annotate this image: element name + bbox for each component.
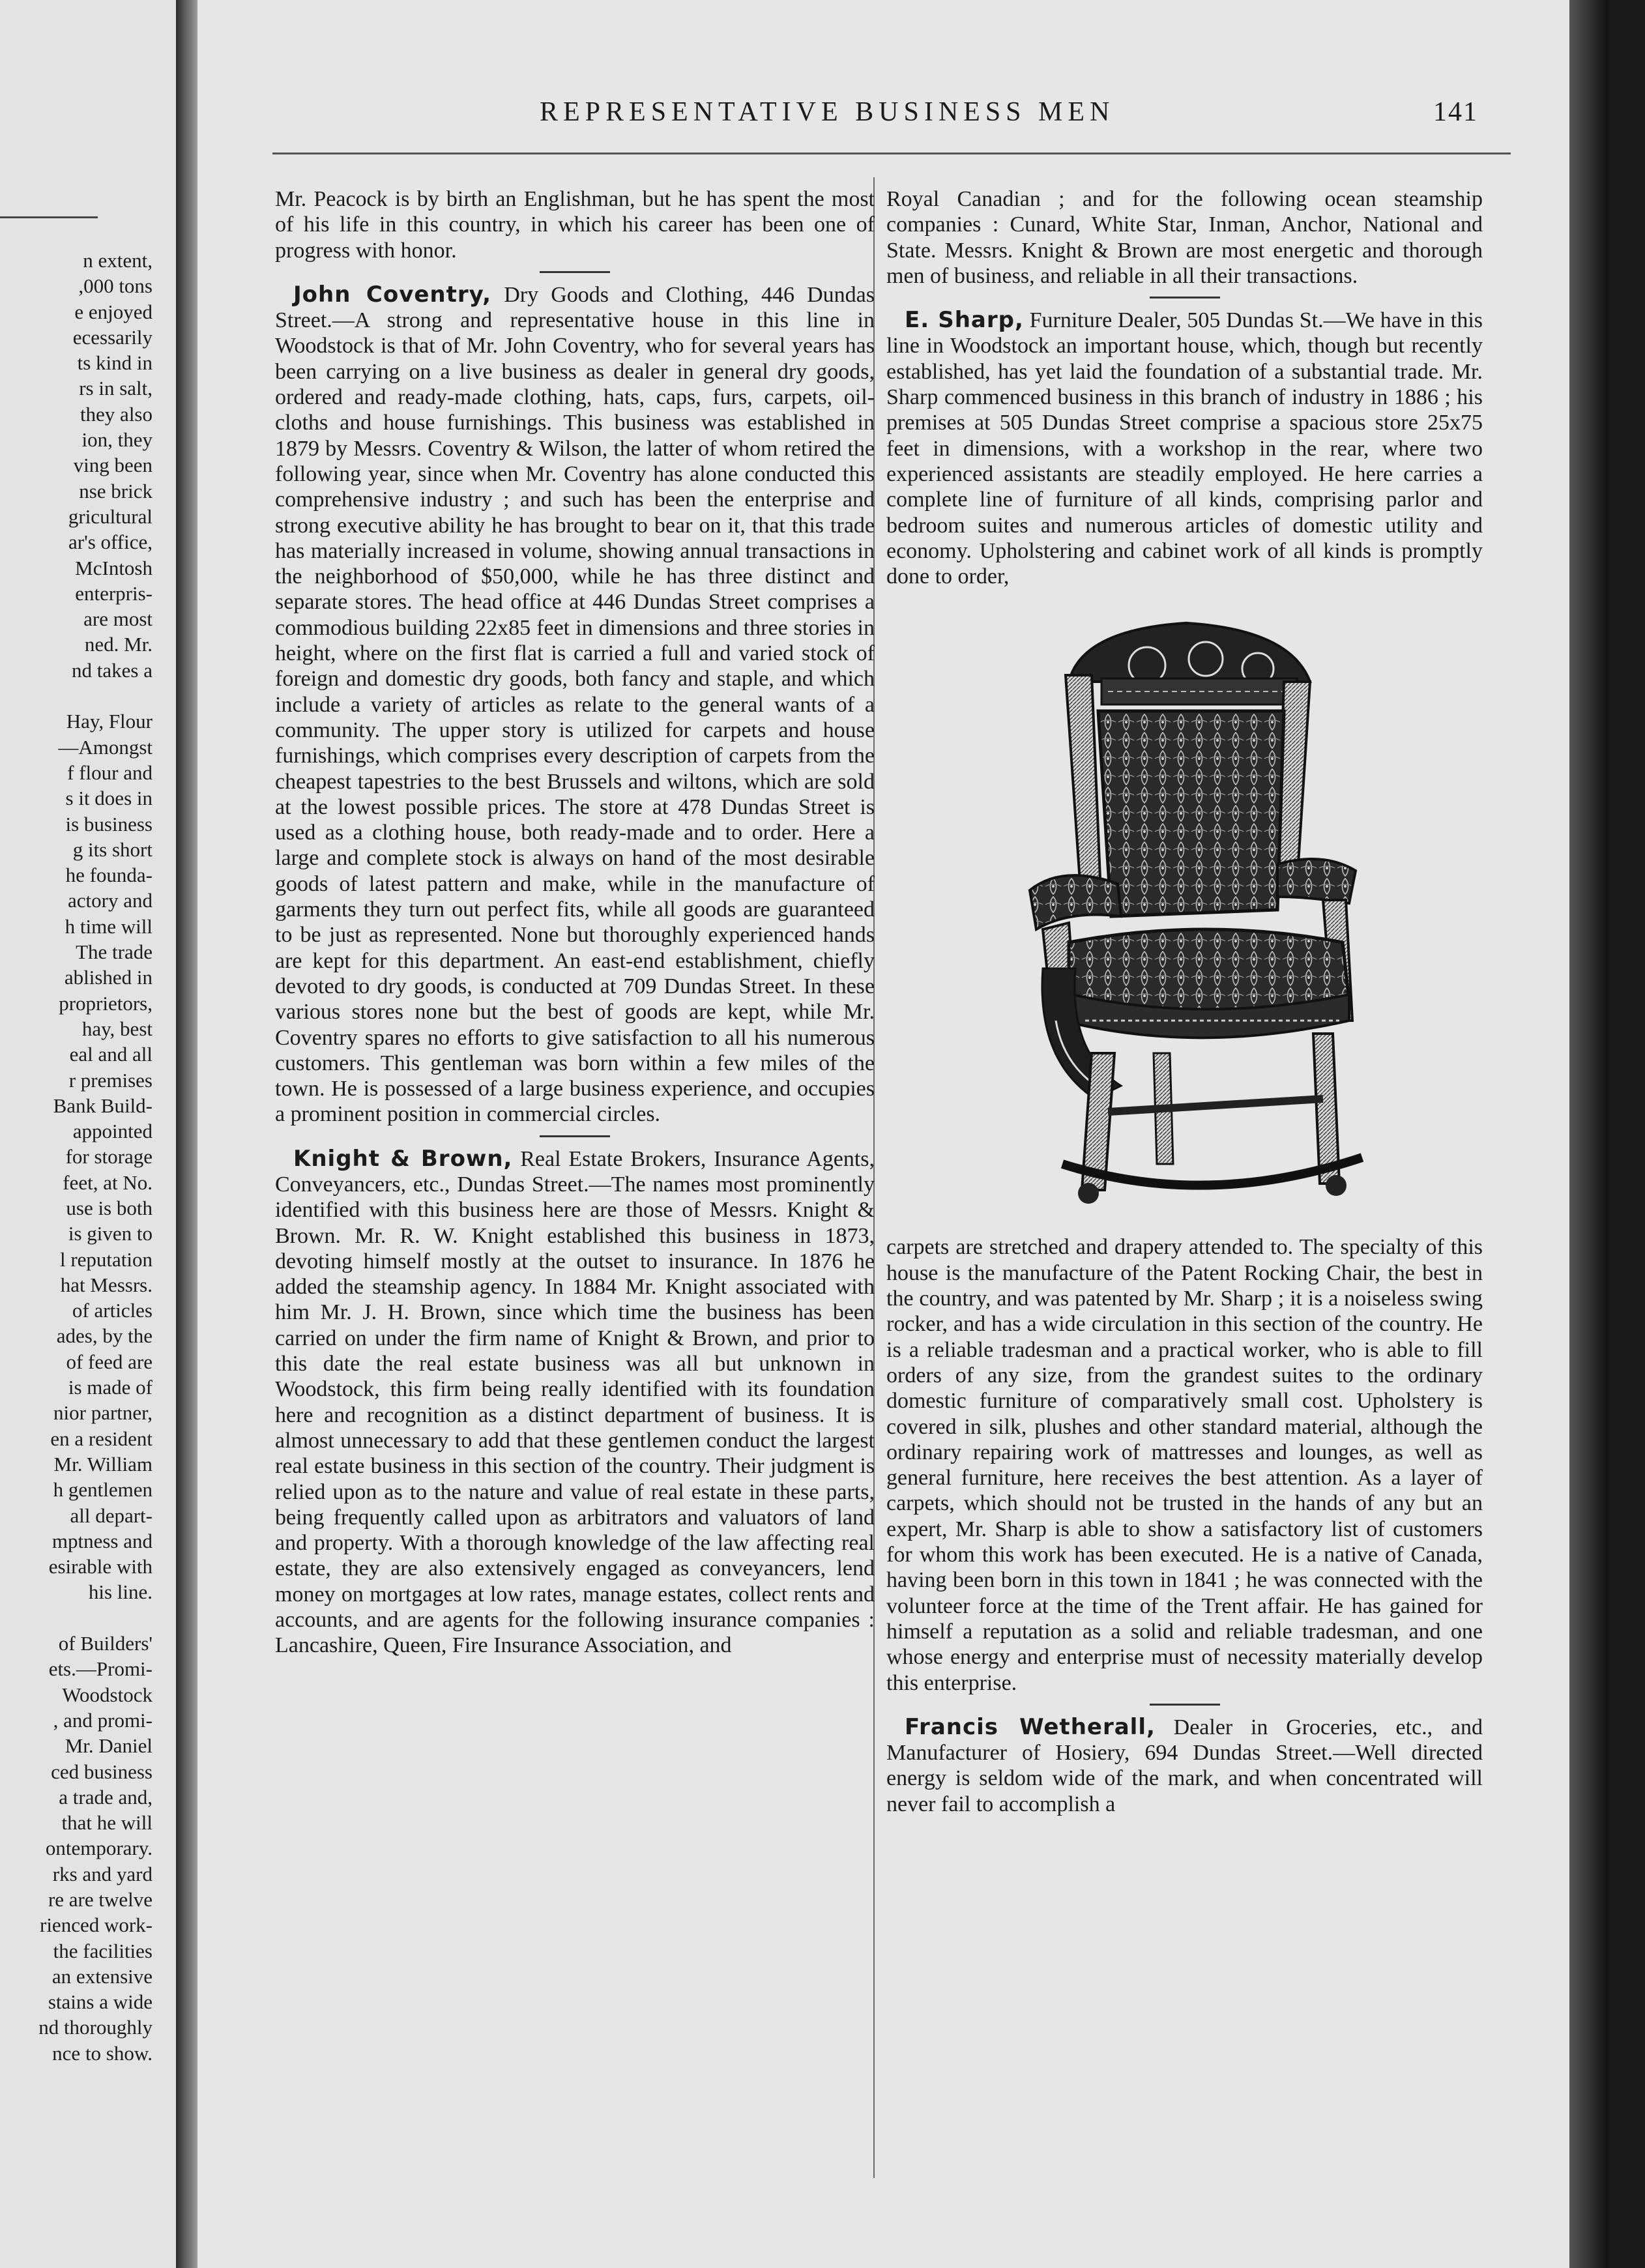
facing-page-line: they also xyxy=(80,402,153,426)
facing-page-line: s it does in xyxy=(65,787,153,810)
running-title: REPRESENTATIVE BUSINESS MEN xyxy=(540,97,1115,127)
header-rule xyxy=(272,153,1511,154)
facing-page-line: ving been xyxy=(73,454,153,477)
facing-page-line: en a resident xyxy=(50,1427,153,1450)
facing-page-line: re are twelve xyxy=(48,1888,153,1911)
facing-page-line: gricultural xyxy=(68,504,153,528)
facing-page-line: McIntosh xyxy=(75,556,153,579)
facing-page-line: —Amongst xyxy=(58,735,153,759)
facing-page-line: hay, best xyxy=(81,1017,153,1040)
facing-page-text xyxy=(0,248,153,2066)
facing-page-line: the facilities xyxy=(53,1939,153,1962)
facing-page-line: ion, they xyxy=(81,428,153,452)
knight-brown-body: Real Estate Brokers, Insurance Agents, Conveyancers, etc., Dundas Street.—The names most prominently identified with this business here are those of Messrs. Knight & Brown. Mr. R. W. Knight established this business in 1873, devoting himself mostly at the outset to insurance. In 1876 he added the steamship agency. In 1884 Mr. Knight associated with him Mr. J. H. Brown, since which time the business has been carried on under the firm name of Knight & Brown, and prior to this date the real estate business was all but unknown in Woodstock, this firm being really identified with its foundation here and recognition as a distinct department of business. It is almost unnecessary to add that these gentlemen conduct the largest real estate business in this section of the country. Their judgment is relied upon as to the nature and value of real estate in these parts, being frequently called upon as arbitrators and valuators of land and property. With a thorough knowledge of the law affecting real estate, they are also extensively engaged as conveyancers, lend money on mortgages at low rates, manage estates, collect rents and accounts, and are agents for the following insurance companies : Lancashire, Queen, Fire Insurance Association, and xyxy=(275,1146,875,1658)
knight-brown-continuation: Royal Canadian ; and for the following ocean steamship companies : Cunard, White Star, Inman, Anchor, National and State. Messrs. Knight & Brown are most energetic and thorough men of business, and reliable in all their transactions. xyxy=(886,187,1483,288)
knight-brown-entry xyxy=(275,1146,875,1659)
facing-page-line xyxy=(0,683,153,708)
facing-page-line: of feed are xyxy=(66,1350,153,1373)
facing-page-line: Mr. Daniel xyxy=(65,1734,153,1758)
facing-page-line: nse brick xyxy=(79,479,153,502)
facing-page-line: ontemporary. xyxy=(45,1837,153,1860)
facing-page-line: actory and xyxy=(68,889,153,912)
facing-page-line: appointed xyxy=(72,1120,153,1143)
facing-page-line: ar's office, xyxy=(68,531,153,554)
facing-page-line: rienced work- xyxy=(40,1913,153,1937)
facing-page-line: ades, by the xyxy=(56,1324,153,1348)
rocking-chair-engraving xyxy=(971,603,1427,1223)
facing-page-line xyxy=(0,1605,153,1631)
facing-page-line: ced business xyxy=(51,1760,153,1783)
facing-page-line: nce to show. xyxy=(52,2041,153,2065)
page-number: 141 xyxy=(1433,97,1478,127)
knight-brown-heading: Knight & Brown, xyxy=(293,1145,513,1172)
facing-page-line: he founda- xyxy=(65,864,153,887)
sharp-body-part1: Furniture Dealer, 505 Dundas St.—We have in this line in Woodstock an important house, which, though but recently established, has yet laid the foundation of a substantial trade. Mr. Sharp commenced business in this branch of industry in 1886 ; his premises at 505 Dundas Street comprise a spacious store 25x75 feet in dimensions, with a workshop in the rear, where two experienced assistants are steadily employed. He here carries a complete line of furniture of all kinds, comprising parlor and bedroom suites and numerous articles of domestic utility and economy. Upholstering and cabinet work of all kinds is promptly done to order, xyxy=(886,308,1483,589)
facing-page-line: rks and yard xyxy=(52,1862,153,1885)
facing-page-line: that he will xyxy=(61,1811,153,1835)
facing-page-line: use is both xyxy=(66,1196,153,1219)
sharp-body-part2: carpets are stretched and drapery attended to. The specialty of this house is the manufacture of the Patent Rocking Chair, the best in the country, and was patented by Mr. Sharp ; it is a noiseless swing rocker, and has a wide circulation in this section of the country. He is a reliable tradesman and a practical worker, who is able to fill orders of any size, from the grandest suites to the ordinary domestic furniture of comparatively small cost. Upholstery is covered in silk, plushes and other standard material, although the ordinary repairing work of mattresses and lounges, as well as general furniture, here receives the best attention. As a layer of carpets, which should not be trusted in the hands of any but an expert, Mr. Sharp is able to show a satisfactory list of customers for whom this work has been executed. He is a native of Canada, having been born in this town in 1841 ; he was connected with the volunteer force at the time of the Trent affair. He has gained for himself a reputation as a solid and reliable tradesman, and one whose energy and enterprise must of necessity materially develop this enterprise. xyxy=(886,1235,1483,1695)
facing-page-line: ets.—Promi- xyxy=(48,1657,153,1681)
facing-page-line: h time will xyxy=(65,914,153,938)
facing-page-line: is made of xyxy=(68,1376,153,1399)
facing-page-rule xyxy=(0,216,98,218)
facing-page-line: ablished in xyxy=(64,966,153,989)
facing-page-line: mptness and xyxy=(51,1529,153,1552)
facing-page-line: Woodstock xyxy=(62,1683,153,1706)
facing-page-line: esirable with xyxy=(48,1555,153,1578)
facing-page-line: Bank Build- xyxy=(53,1094,153,1117)
sharp-heading: E. Sharp, xyxy=(905,307,1024,334)
facing-page-line: ned. Mr. xyxy=(84,633,153,656)
facing-page-line: is business xyxy=(65,812,153,836)
facing-page-line: nd thoroughly xyxy=(38,2016,153,2039)
facing-page-line: Mr. William xyxy=(53,1452,153,1476)
facing-page-line: r premises xyxy=(68,1068,153,1092)
facing-page-line: feet, at No. xyxy=(63,1170,153,1194)
coventry-entry xyxy=(275,282,875,1127)
facing-page-line: , and promi- xyxy=(53,1708,153,1732)
facing-page-line: e enjoyed xyxy=(74,300,153,323)
facing-page-line: for storage xyxy=(65,1145,153,1169)
wetherall-entry xyxy=(886,1715,1483,1817)
column-right xyxy=(886,186,1483,1817)
facing-page-line: The trade xyxy=(76,940,153,964)
coventry-heading: John Coventry, xyxy=(293,281,492,308)
sharp-entry xyxy=(886,308,1483,589)
facing-page-fragment xyxy=(0,0,180,2268)
facing-page-line: f flour and xyxy=(67,761,153,784)
facing-page-line: is given to xyxy=(68,1222,153,1245)
page-edge-shadow xyxy=(1569,0,1609,2268)
facing-page-line: of Builders' xyxy=(58,1632,153,1655)
column-left xyxy=(275,186,875,1659)
facing-page-line: nd takes a xyxy=(72,658,153,682)
facing-page-line: h gentlemen xyxy=(53,1478,153,1502)
section-separator xyxy=(1150,297,1220,298)
facing-page-line: his line. xyxy=(88,1580,153,1604)
facing-page-line: a trade and, xyxy=(59,1785,153,1809)
facing-page-line: proprietors, xyxy=(59,991,153,1015)
facing-page-line: g its short xyxy=(72,837,153,861)
wetherall-heading: Francis Wetherall, xyxy=(905,1713,1156,1740)
section-separator xyxy=(540,271,610,273)
facing-page-line: nior partner, xyxy=(53,1401,153,1425)
peacock-closing-paragraph: Mr. Peacock is by birth an Englishman, but he has spent the most of his life in this country, in which his career has been one of progress with honor. xyxy=(275,187,875,263)
facing-page-line: ts kind in xyxy=(77,351,153,375)
facing-page-line: an extensive xyxy=(51,1964,153,1988)
facing-page-line: rs in salt, xyxy=(79,377,153,400)
coventry-body: Dry Goods and Clothing, 446 Dundas Street.—A strong and representative house in this line in Woodstock is that of Mr. John Coventry, who for several years has been carrying on a live business as dealer in general dry goods, ordered and ready-made clothing, hats, caps, furs, carpets, oil-cloths and house furnishings. This business was established in 1879 by Messrs. Coventry & Wilson, the latter of whom retired the following year, since when Mr. Coventry has alone conducted this comprehensive industry ; and such has been the enterprise and strong executive ability he has brought to bear on it, that this trade has materially increased in volume, showing annual transactions in the neighborhood of $50,000, while he has three distinct and separate stores. The head office at 446 Dundas Street comprises a commodious building 22x85 feet in dimensions and three stories in height, where on the first flat is carried a full and varied stock of foreign and domestic dry goods, both fancy and staple, and which include a variety of articles as relate to the general wants of a community. The upper story is utilized for carpets and house furnishings, which comprises every description of carpets from the cheapest tapestries to the best Brussels and wiltons, which are sold at the lowest possible prices. The store at 478 Dundas Street is used as a clothing house, both ready-made and to order. Here a large and complete stock is always on hand of the most desirable goods of latest pattern and make, while in the manufacture of garments they turn out perfect fits, while all goods are guaranteed to be just as represented. None but thoroughly experienced hands are kept for this department. An east-end establishment, chiefly devoted to dry goods, is conducted at 709 Dundas Street. In these various stores none but the best of goods are kept, while Mr. Coventry spares no efforts to give satisfaction to all his numerous customers. This gentleman was born within a few miles of the town. He is possessed of a large business experience, and occupies a prominent position in commercial circles. xyxy=(275,282,875,1127)
rocking-chair-illustration xyxy=(886,603,1483,1223)
facing-page-line: enterpris- xyxy=(75,581,153,605)
facing-page-line: ,000 tons xyxy=(78,274,153,298)
facing-page-line: n extent, xyxy=(83,249,153,272)
wetherall-body: Dealer in Groceries, etc., and Manufacturer of Hosiery, 694 Dundas Street.—Well directed energy is seldom wide of the mark, and when concentrated will never fail to accomplish a xyxy=(886,1715,1483,1816)
section-separator xyxy=(540,1135,610,1137)
facing-page-line: l reputation xyxy=(59,1247,153,1271)
facing-page-line: ecessarily xyxy=(72,325,153,349)
section-separator xyxy=(1150,1704,1220,1706)
facing-page-line: of articles xyxy=(72,1299,153,1322)
facing-page-line: are most xyxy=(83,607,153,631)
facing-page-line: Hay, Flour xyxy=(66,710,153,733)
facing-page-line: all depart- xyxy=(70,1504,153,1527)
facing-page-line: stains a wide xyxy=(48,1990,153,2014)
running-header xyxy=(338,96,1478,136)
facing-page-line: eal and all xyxy=(69,1043,153,1066)
facing-page-line: hat Messrs. xyxy=(60,1273,153,1296)
